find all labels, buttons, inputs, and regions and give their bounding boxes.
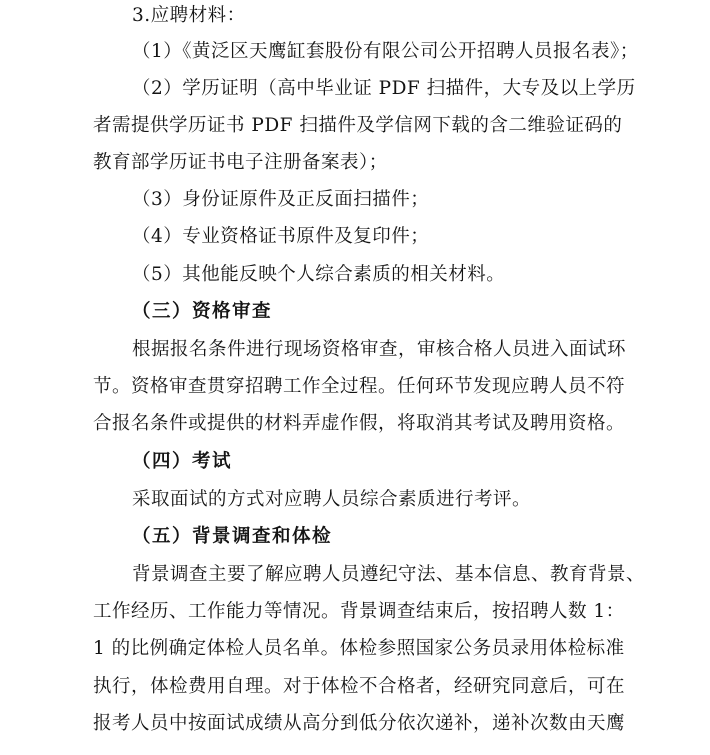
paragraph-line: 合报名条件或提供的材料弄虚作假，将取消其考试及聘用资格。 [93, 413, 626, 434]
paragraph-line: 节。资格审查贯穿招聘工作全过程。任何环节发现应聘人员不符 [93, 376, 626, 397]
paragraph-line: 采取面试的方式对应聘人员综合素质进行考评。 [132, 489, 532, 510]
list-item-qualification-certificate: （4）专业资格证书原件及复印件； [132, 226, 430, 247]
paragraph-line: 者需提供学历证书 PDF 扫描件及学信网下载的含二维验证码的 [93, 115, 623, 136]
section-heading-exam: （四）考试 [132, 451, 233, 472]
section-heading-background-check: （五）背景调查和体检 [132, 526, 333, 547]
list-item-education-proof: （2）学历证明（高中毕业证 PDF 扫描件，大专及以上学历 [132, 78, 636, 99]
list-item-registration-form: （1）《黄泛区天鹰缸套股份有限公司公开招聘人员报名表》； [132, 41, 639, 62]
paragraph-line: 报考人员中按面试成绩从高分到低分依次递补，递补次数由天鹰 [93, 713, 626, 734]
list-item-other-materials: （5）其他能反映个人综合素质的相关材料。 [132, 264, 506, 285]
paragraph-line: 1 的比例确定体检人员名单。体检参照国家公务员录用体检标准 [93, 638, 625, 659]
paragraph-line: 执行，体检费用自理。对于体检不合格者，经研究同意后，可在 [93, 676, 626, 697]
section-heading-qualification-review: （三）资格审查 [132, 301, 273, 322]
paragraph-line: 工作经历、工作能力等情况。背景调查结束后，按招聘人数 1： [93, 601, 625, 622]
section-title-application-materials: 3.应聘材料： [132, 5, 246, 26]
paragraph-line: 背景调查主要了解应聘人员遵纪守法、基本信息、教育背景、 [132, 564, 646, 585]
paragraph-line: 根据报名条件进行现场资格审查，审核合格人员进入面试环 [132, 339, 627, 360]
list-item-id-card: （3）身份证原件及正反面扫描件； [132, 189, 430, 210]
paragraph-line: 教育部学历证书电子注册备案表）； [93, 152, 388, 173]
